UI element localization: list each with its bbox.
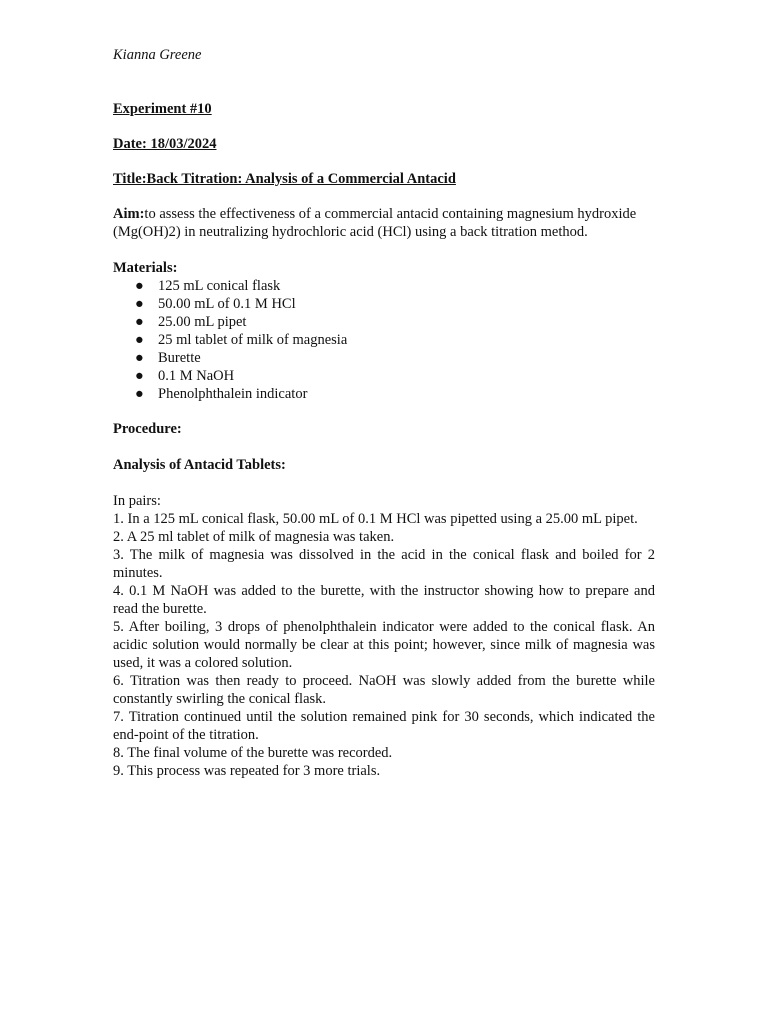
list-item: 4. 0.1 M NaOH was added to the burette, with the instructor showing how to prepare and read the burette. <box>113 583 655 617</box>
list-item: ● Burette <box>135 350 201 366</box>
list-item: 9. This process was repeated for 3 more trials. <box>113 763 381 779</box>
author-name: Kianna Greene <box>113 47 202 63</box>
aim-paragraph <box>113 205 655 241</box>
material-text: Phenolphthalein indicator <box>158 386 308 402</box>
material-text: 50.00 mL of 0.1 M HCl <box>158 296 296 312</box>
list-item: 2. A 25 ml tablet of milk of magnesia was taken. <box>113 529 395 545</box>
materials-list <box>113 277 655 403</box>
materials-heading: Materials: <box>113 260 178 276</box>
list-item: 6. Titration was then ready to proceed. NaOH was slowly added from the burette while constantly swirling the conical flask. <box>113 673 655 707</box>
list-item: ● 25.00 mL pipet <box>135 314 247 330</box>
aim-label: Aim: <box>113 206 145 222</box>
material-text: 25.00 mL pipet <box>158 314 247 330</box>
list-item: 1. In a 125 mL conical flask, 50.00 mL of 0.1 M HCl was pipetted using a 25.00 mL pipet. <box>113 511 638 527</box>
material-text: 125 mL conical flask <box>158 278 281 294</box>
aim-text: to assess the effectiveness of a commercial antacid containing magnesium hydroxide (Mg(OH)2) in neutralizing hydrochloric acid (HCl) using a back titration method. <box>113 206 637 240</box>
procedure-heading: Procedure: <box>113 421 182 437</box>
list-item: 8. The final volume of the burette was recorded. <box>113 745 393 761</box>
list-item: 3. The milk of magnesia was dissolved in the acid in the conical flask and boiled for 2 minutes. <box>113 547 655 581</box>
experiment-number: Experiment #10 <box>113 101 212 117</box>
list-item: ● 0.1 M NaOH <box>135 368 235 384</box>
list-item: ● Phenolphthalein indicator <box>135 386 308 402</box>
experiment-title: Title:Back Titration: Analysis of a Commercial Antacid <box>113 171 456 187</box>
list-item: 7. Titration continued until the solution remained pink for 30 seconds, which indicated the end-point of the titration. <box>113 709 655 743</box>
list-item: ● 125 mL conical flask <box>135 278 281 294</box>
experiment-date: Date: 18/03/2024 <box>113 136 217 152</box>
list-item: ● 25 ml tablet of milk of magnesia <box>135 332 348 348</box>
list-item: 5. After boiling, 3 drops of phenolphthalein indicator were added to the conical flask. An acidic solution would normally be clear at this point; however, since milk of magnesia was used, it was a colored solution. <box>113 619 655 671</box>
procedure-subheading: Analysis of Antacid Tablets: <box>113 457 286 473</box>
material-text: 25 ml tablet of milk of magnesia <box>158 332 348 348</box>
material-text: Burette <box>158 350 201 366</box>
material-text: 0.1 M NaOH <box>158 368 235 384</box>
document-page <box>113 46 655 780</box>
procedure-intro: In pairs: <box>113 493 161 509</box>
procedure-steps <box>113 510 655 780</box>
list-item: ● 50.00 mL of 0.1 M HCl <box>135 296 296 312</box>
